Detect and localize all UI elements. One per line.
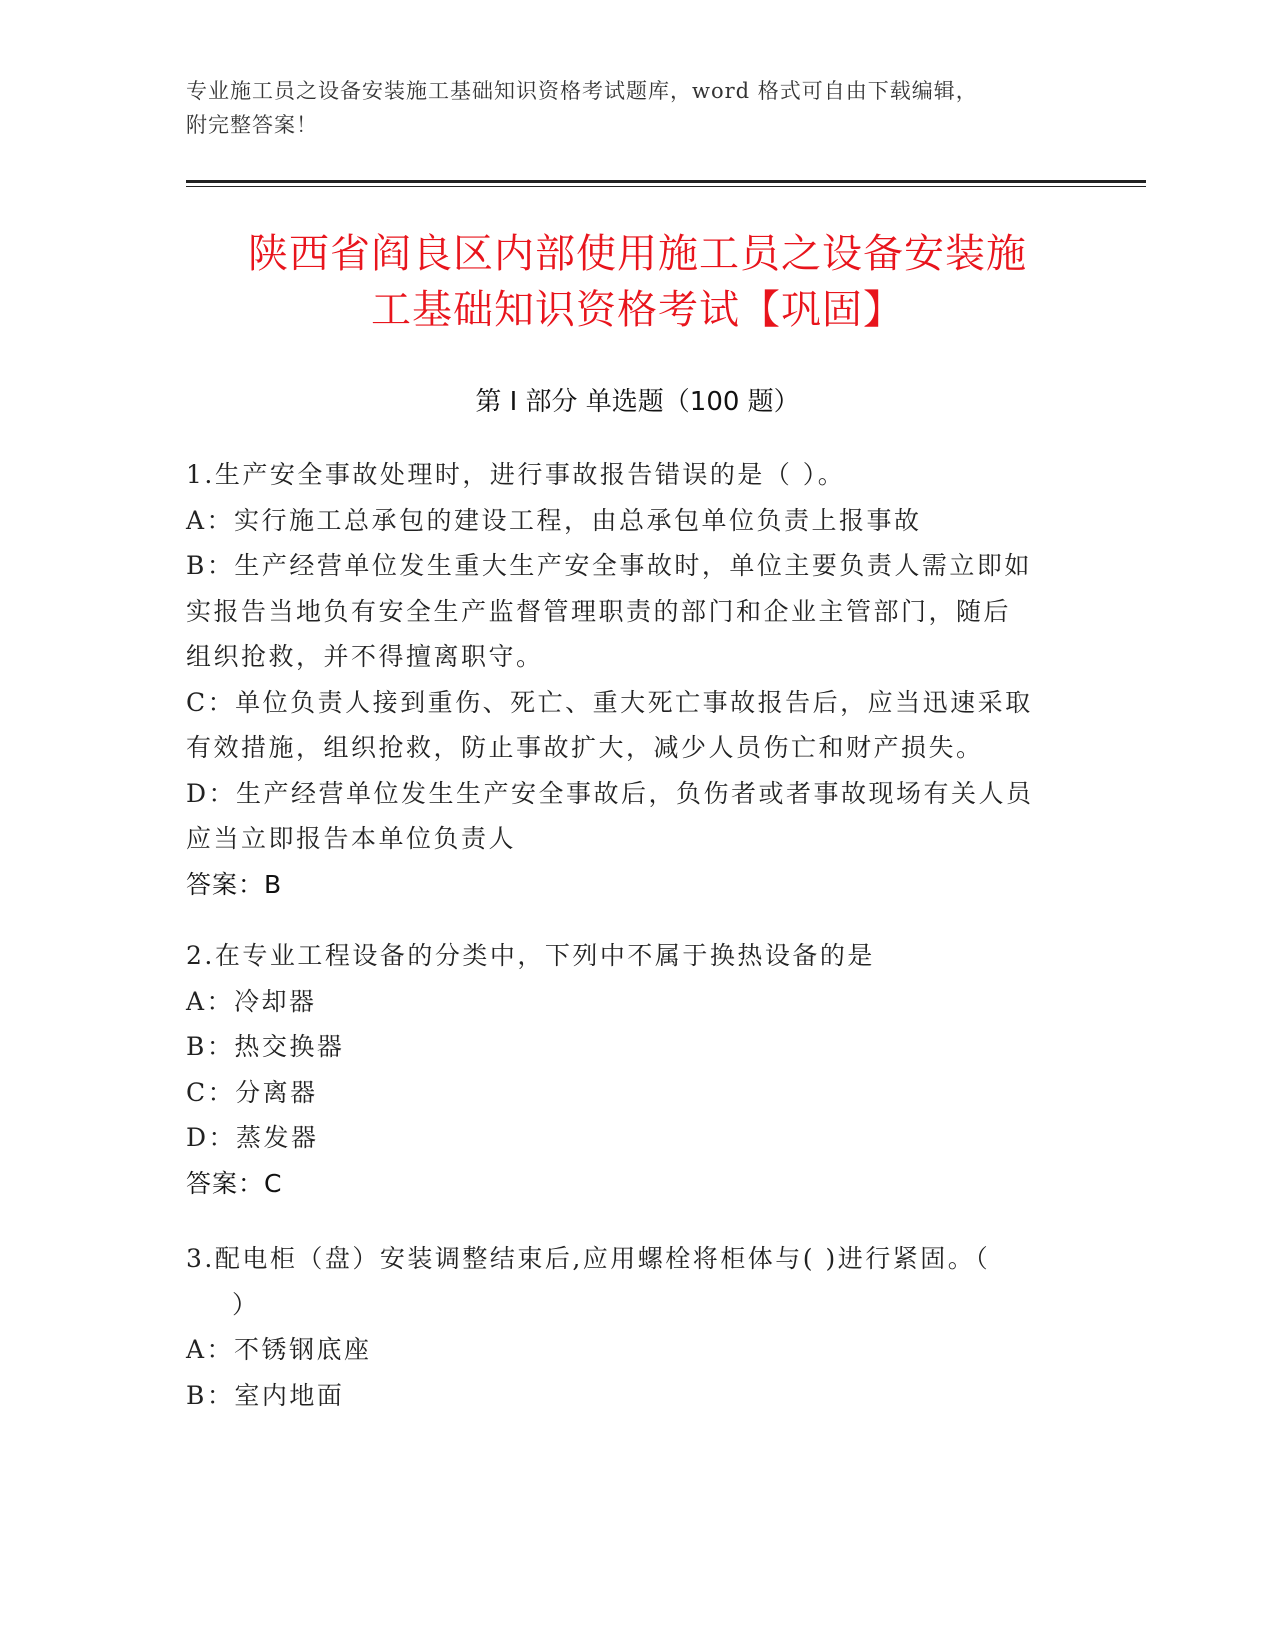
option-b-cont: 组织抢救，并不得擅离职守。 [186, 642, 544, 671]
header-note-line-1: 专业施工员之设备安装施工基础知识资格考试题库，word 格式可自由下载编辑， [186, 79, 978, 103]
option-c-cont: 有效措施，组织抢救，防止事故扩大，减少人员伤亡和财产损失。 [186, 733, 984, 762]
header-note-line-2: 附完整答案！ [186, 113, 318, 137]
document-title-line-2: 工基础知识资格考试【巩固】 [371, 287, 904, 333]
answer-label: 答案：C [186, 1168, 283, 1198]
header-divider-thick [186, 180, 1146, 183]
question-stem: 3.配电柜（盘）安装调整结束后,应用螺栓将柜体与( )进行紧固。（ [186, 1244, 991, 1273]
option-b-cont: 实报告当地负有安全生产监督管理职责的部门和企业主管部门，随后 [186, 596, 1012, 626]
option-d-cont: 应当立即报告本单位负责人 [186, 824, 517, 853]
option-c: C：分离器 [186, 1077, 318, 1107]
document-title [150, 226, 1125, 338]
option-a: A：冷却器 [186, 986, 317, 1016]
option-d: D：生产经营单位发生生产安全事故后，负伤者或者事故现场有关人员 [186, 778, 1034, 808]
question-stem: 2.在专业工程设备的分类中，下列中不属于换热设备的是 [186, 941, 875, 970]
option-c: C：单位负责人接到重伤、死亡、重大死亡事故报告后，应当迅速采取 [186, 687, 1033, 717]
option-b: B：生产经营单位发生重大生产安全事故时，单位主要负责人需立即如 [186, 551, 1032, 580]
option-b: B：热交换器 [186, 1032, 345, 1061]
option-a: A：不锈钢底座 [186, 1335, 372, 1364]
question-stem-cont: ） [232, 1289, 260, 1319]
question-2 [186, 933, 1066, 1206]
question-3 [186, 1236, 1066, 1418]
option-b: B：室内地面 [186, 1380, 345, 1410]
header-divider-thin [186, 186, 1146, 187]
section-heading: 第 I 部分 单选题（100 题） [475, 387, 800, 417]
question-1 [186, 452, 1066, 907]
question-stem: 1.生产安全事故处理时，进行事故报告错误的是（ ）。 [186, 460, 846, 489]
header-note [186, 74, 1086, 142]
document-title-line-1: 陕西省阎良区内部使用施工员之设备安装施 [248, 231, 1027, 277]
option-d: D：蒸发器 [186, 1123, 319, 1152]
option-a: A：实行施工总承包的建设工程，由总承包单位负责上报事故 [186, 505, 922, 535]
answer-label: 答案：B [186, 869, 283, 899]
